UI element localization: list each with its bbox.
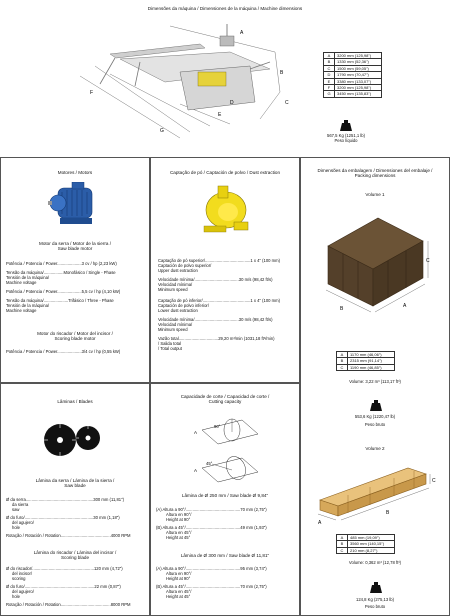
- dust-title: Captação de pó / Captación de polvo / Dust extraction: [169, 170, 281, 175]
- vol2-dims-table: [336, 534, 395, 554]
- table-row: A 1170 mm (46,06"): [337, 352, 395, 358]
- machine-letter-g: G: [160, 128, 164, 134]
- vol1-volume: Volume: 3,22 m³ (113,17 ft³): [349, 379, 401, 384]
- machine-illustration: [80, 14, 305, 139]
- scoring-blade-title: Lâmina do riscador / Lámina del incisor / Scoring blade: [33, 550, 117, 560]
- machine-letter-d: D: [230, 100, 234, 106]
- letter-a-bottom: A: [194, 468, 198, 473]
- table-row: D 1790 mm (70,47"): [324, 72, 382, 78]
- scoring-motor-power: Potência / Potencia / Power.....................3/4 cv / hp (0,55 kW): [6, 349, 121, 354]
- machine-title: Dimensões da máquina / Dimensiones de la máquina / Machine dimensions: [147, 6, 303, 11]
- scoring-motor-title: Motor do riscador / Motor del incisor / Scoring blade motor: [37, 331, 113, 341]
- blade300-title: Lâmina de Ø 300 mm / Saw blade Ø 11,81": [180, 553, 270, 558]
- table-row: C 1500 mm (59,05"): [324, 65, 382, 71]
- crate2-letter-b: B: [386, 510, 390, 516]
- blades-title: Lâminas / Blades: [57, 399, 93, 404]
- crate2-illustration: [308, 462, 443, 532]
- weight-icon: [370, 582, 382, 593]
- angle-45-label: 45°: [206, 461, 213, 466]
- crate1-letter-b: B: [340, 306, 344, 312]
- table-row: B 3560 mm (140,15"): [337, 541, 395, 547]
- crate2-letter-a: A: [318, 520, 322, 526]
- saw-motor-title: Motor da serra / Motor de la sierra / Saw blade motor: [39, 241, 111, 251]
- volume1-title: Volume 1: [365, 192, 385, 197]
- blade250-title: Lâmina de Ø 250 mm / Saw blade Ø 9,84": [181, 493, 269, 498]
- cutting-diagram: [192, 410, 270, 490]
- vol1-dims-table: [336, 351, 395, 371]
- dust-specs: Captação de pó superior/.......................................1 x 4" (100 mm) Captación de polvo superior/ Upper dust extraction Velocidade mínima/......................................30 m/s (98,42 ft/s) Velocidad mínima/ Minimum speed Captação de pó inferior/.........................................1 x 4" (100 mm) Captación de polvo inferior/ Lower dust extraction Velocidade mínima/......................................30 m/s (98,42 ft/s) Velocidad mínima/ Minimum speed Vazão total..................................29,20 m³/min (1031,18 ft³/min) / Salida total / Total output: [158, 258, 281, 351]
- blades-icon: [42, 418, 108, 464]
- machine-weight: 567,5 Kg (1251,1 lb): [327, 133, 365, 138]
- table-row: A 3200 mm (125,98"): [324, 53, 382, 59]
- machine-letter-e: E: [218, 112, 222, 118]
- letter-a-top: A: [194, 430, 198, 435]
- table-row: E 3380 mm (133,07"): [324, 78, 382, 84]
- volume2-title: Volume 2: [365, 446, 385, 451]
- crate1-illustration: [318, 206, 433, 318]
- machine-letter-f: F: [90, 90, 94, 96]
- vol1-dims-wrap: [336, 351, 395, 371]
- vol2-dims-wrap: [336, 534, 395, 554]
- blade300-specs: (A) Altura a 90°/...............................................95 mm (3,74") Altura en 90°/ Height at 90° (B) Altura a 45°/...............................................70 mm (2,75") Altura en 45°/ Height at 45°: [156, 566, 267, 599]
- machine-letter-a: A: [240, 30, 244, 36]
- motor-icon: [48, 182, 104, 228]
- vol2-weight: 124,8 Kg (275,13 lb): [356, 597, 394, 602]
- vol2-volume: Volume: 0,362 m³ (12,78 ft³): [348, 560, 402, 565]
- angle-90-label: 90°: [214, 424, 221, 429]
- crate1-letter-a: A: [403, 303, 407, 309]
- dust-extractor-icon: [198, 184, 252, 236]
- weight-icon: [340, 120, 352, 131]
- saw-blade-title: Lâmina da serra / Lámina de la sierra / Saw blade: [35, 478, 115, 488]
- saw-blade-specs: Ø da serra..........................................................300 mm (11,81") da sierra saw Ø do furo/...........................................................30 mm (1,18") del agujero/ hole Rotação / Rotación / Rotation...........................................4000 RPM: [6, 497, 131, 538]
- machine-dims-table-wrap: [323, 52, 382, 98]
- table-row: A 485 mm (19,09"): [337, 535, 395, 541]
- vol1-weight: 553,6 Kg (1220,47 lb): [354, 414, 396, 419]
- table-row: B 2315 mm (91,14"): [337, 358, 395, 364]
- vol1-weight-label: Peso bruto: [364, 422, 386, 427]
- weight-icon: [370, 400, 382, 411]
- crate2-letter-c: C: [432, 478, 436, 484]
- table-row: C 1190 mm (46,85"): [337, 364, 395, 370]
- table-row: B 1330 mm (52,36"): [324, 59, 382, 65]
- motors-title: Motores / Motors: [57, 170, 93, 175]
- table-row: F 3200 mm (125,98"): [324, 85, 382, 91]
- scoring-blade-specs: Ø do riscador/.....................................................120 mm (4,72") del incisor/ scoring Ø do furo/............................................................22 mm (0,87") del agujero/ hole Rotação / Rotación / Rotation...........................................8000 RPM: [6, 566, 131, 607]
- vol2-weight-label: Peso bruto: [364, 604, 386, 609]
- machine-letter-b: B: [280, 70, 284, 76]
- crate1-letter-c: C: [426, 258, 430, 264]
- blade250-specs: (A) Altura a 90°/...............................................70 mm (2,75") Altura en 90°/ Height at 90° (B) Altura a 45°/...............................................49 mm (1,93") Altura en 45°/ Height at 45°: [156, 507, 267, 540]
- cutting-title: Capacidade de corte / Capacidad de corte / Cutting capacity: [180, 394, 270, 404]
- machine-dims-table: [323, 52, 382, 98]
- saw-motor-specs: Potência / Potencia / Power.....................3 cv / hp (2,23 kW) Tensão da máquina/.................Monofásico / Single - Phase Tensión de la máquina/ Machine voltage Potência / Potencia / Power.....................5,5 cv / hp (4,10 kW) Tensão da máquina/.....................Trifásico / Three - Phase Tensión de la máquina/ Machine voltage: [6, 261, 121, 313]
- table-row: G 3450 mm (135,83"): [324, 91, 382, 97]
- packing-title: Dimensões da embalagem / Dimensiones del embalaje / Packing dimensions: [317, 168, 433, 178]
- machine-weight-label: Peso líquido: [334, 138, 358, 143]
- table-row: C 210 mm (8,27"): [337, 547, 395, 553]
- machine-letter-c: C: [285, 100, 289, 106]
